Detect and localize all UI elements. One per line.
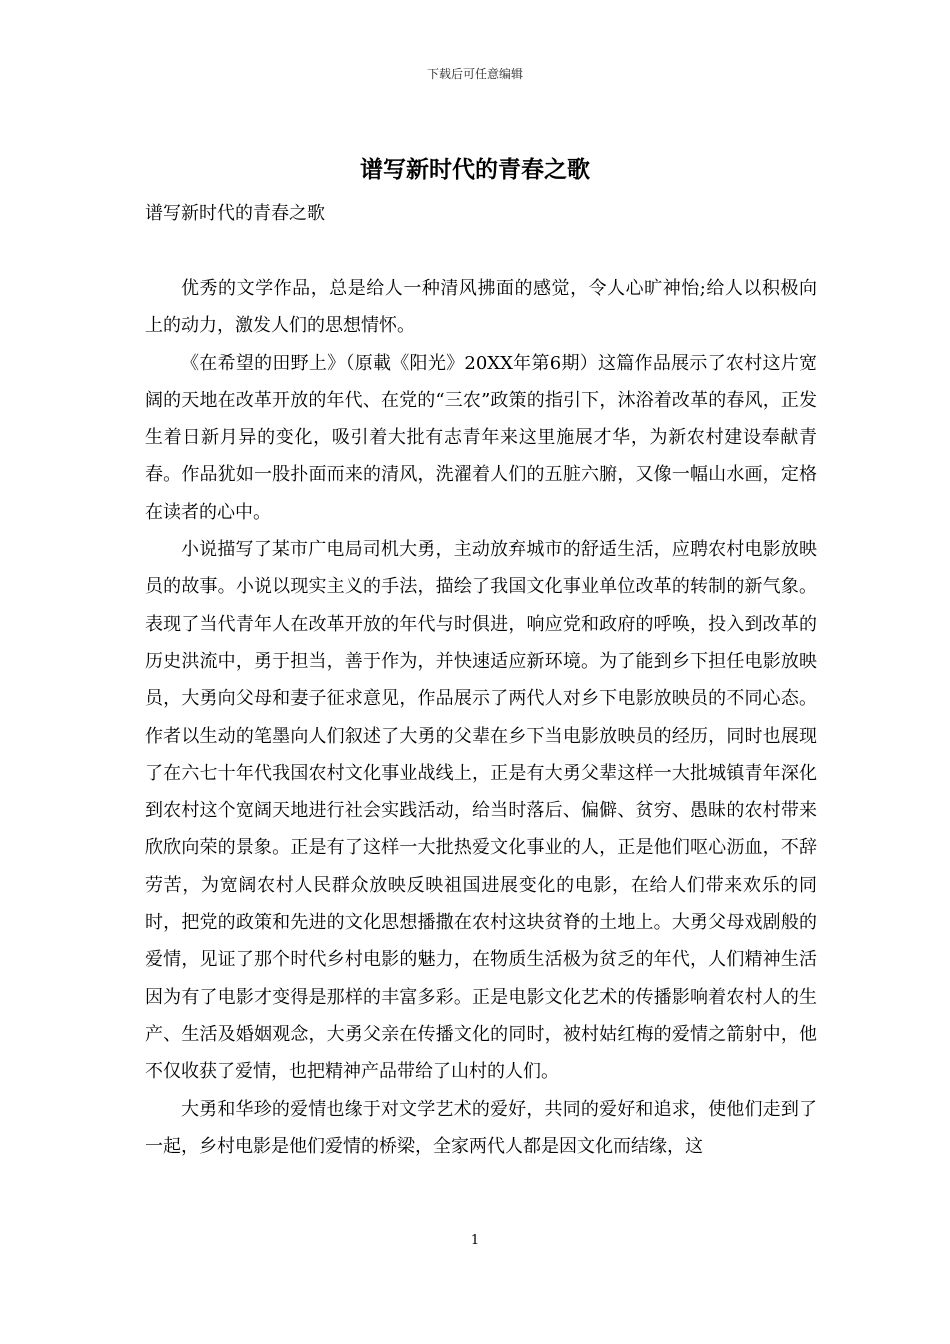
paragraph: 小说描写了某市广电局司机大勇，主动放弃城市的舒适生活，应聘农村电影放映员的故事。小说以现实主义的手法，描绘了我国文化事业单位改革的转制的新气象。表现了当代青年人在改革开放的年代与时俱进，响应党和政府的呼唤，投入到改革的历史洪流中，勇于担当，善于作为，并快速适应新环境。为了能到乡下担任电影放映员，大勇向父母和妻子征求意见，作品展示了两代人对乡下电影放映员的不同心态。作者以生动的笔墨向人们叙述了大勇的父辈在乡下当电影放映员的经历，同时也展现了在六七十年代我国农村文化事业战线上，正是有大勇父辈这样一大批城镇青年深化到农村这个宽阔天地进行社会实践活动，给当时落后、偏僻、贫穷、愚昧的农村带来欣欣向荣的景象。正是有了这样一大批热爱文化事业的人，正是他们呕心沥血，不辞劳苦，为宽阔农村人民群众放映反映祖国进展变化的电影，在给人们带来欢乐的同时，把党的政策和先进的文化思想播撒在农村这块贫脊的土地上。大勇父母戏剧般的爱情，见证了那个时代乡村电影的魅力，在物质生活极为贫乏的年代，人们精神生活因为有了电影才变得是那样的丰富多彩。正是电影文化艺术的传播影响着农村人的生产、生活及婚姻观念，大勇父亲在传播文化的同时，被村姑红梅的爱情之箭射中，他不仅收获了爱情，也把精神产品带给了山村的人们。 bbox=[145, 539, 817, 1083]
document-subtitle: 谱写新时代的青春之歌 bbox=[145, 203, 325, 224]
page-header-note: 下载后可任意编辑 bbox=[426, 67, 523, 81]
paragraph: 优秀的文学作品，总是给人一种清风拂面的感觉，令人心旷神怡;给人以积极向上的动力，激发人们的思想情怀。 bbox=[145, 278, 817, 337]
document-title: 谱写新时代的青春之歌 bbox=[360, 156, 590, 183]
page-number: 1 bbox=[470, 1233, 480, 1248]
paragraph: 《在希望的田野上》（原載《阳光》20XX年第6期）这篇作品展示了农村这片宽阔的天地在改革开放的年代、在党的“三农”政策的指引下，沐浴着改革的春风，正发生着日新月异的变化，吸引着大批有志青年来这里施展才华，为新农村建设奉献青春。作品犹如一股扑面而来的清风，洗濯着人们的五脏六腑，又像一幅山水画，定格在读者的心中。 bbox=[145, 352, 817, 523]
document-body bbox=[145, 270, 817, 1165]
paragraph: 大勇和华珍的爱情也缘于对文学艺术的爱好，共同的爱好和追求，使他们走到了一起，乡村电影是他们爱情的桥梁，全家两代人都是因文化而结缘，这 bbox=[145, 1098, 817, 1157]
